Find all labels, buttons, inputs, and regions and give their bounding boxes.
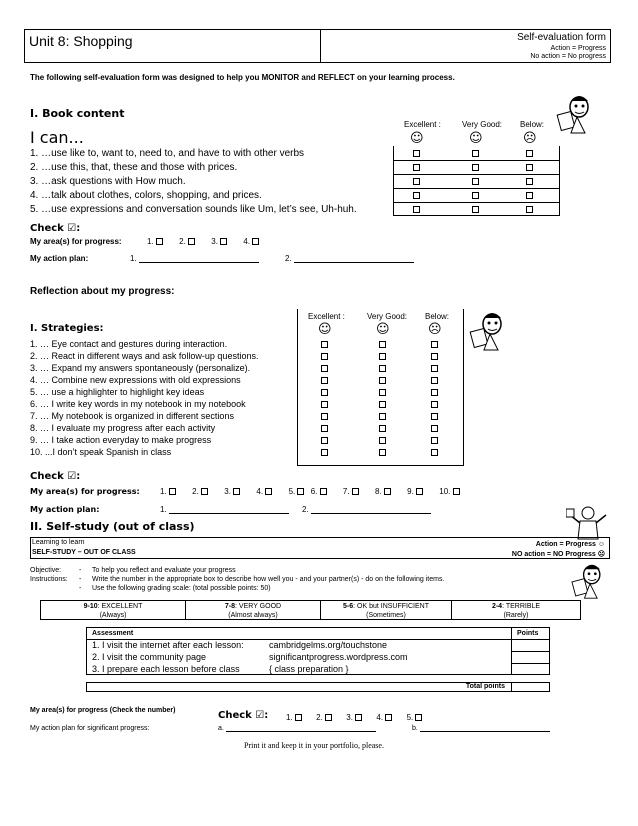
ref-col-excellent: Excellent : [308,312,345,321]
list-item: 4. …talk about clothes, colors, shopping, and prices. [30,190,262,201]
checkbox[interactable] [472,178,479,185]
checkbox[interactable] [526,150,533,157]
instructions-label: Instructions: [30,576,68,583]
list-item: 3. … Expand my answers spontaneously (personalize). [30,363,251,373]
instructions-dash: - [79,576,82,583]
checkbox[interactable] [526,192,533,199]
mascot-icon [570,562,608,600]
ref-col-very-good: Very Good: [367,312,408,321]
selfstudy-header [30,537,610,559]
assessment-label: Assessment [92,630,134,637]
checkbox[interactable] [220,238,227,245]
checkbox[interactable] [321,377,328,384]
ss-areas-label: My area(s) for progress (Check the number) [30,707,176,714]
checkbox[interactable] [431,353,438,360]
selfstudy-title: II. Self-study (out of class) [30,520,195,533]
checkbox[interactable] [169,488,176,495]
book-action-1[interactable]: 1. [130,254,259,263]
checkbox[interactable] [472,164,479,171]
legend-no-action: No action = No progress [530,53,606,60]
action-progress: Action = Progress ☺ [535,541,605,548]
assessment-item: 2. I visit the community page [92,652,207,662]
checkbox[interactable] [413,206,420,213]
list-item: 2. … React in different ways and ask follow-up questions. [30,351,259,361]
checkbox[interactable] [379,389,386,396]
checkbox[interactable] [321,413,328,420]
list-item: 4. … Combine new expressions with old expressions [30,375,241,385]
ref-action-2[interactable]: 2. [302,505,431,514]
checkbox[interactable] [295,714,302,721]
checkbox[interactable] [431,341,438,348]
instructions2-dash: - [79,585,82,592]
list-item: 1. …use like to, want to, need to, and have to with other verbs [30,148,305,159]
list-item: 2. …use this, that, these and those with prices. [30,162,238,173]
checkbox[interactable] [413,192,420,199]
teacher-icon [566,505,610,541]
checkbox[interactable] [379,449,386,456]
scale-cell: 7-8: VERY GOOD (Almost always) [185,600,321,620]
ref-col-below: Below: [425,312,450,321]
objective-dash: - [79,567,82,574]
assessment-item: 1. I visit the internet after each lesson: [92,640,244,650]
ss-action-label: My action plan for significant progress: [30,725,150,732]
ref-check-label: Check ☑: [30,471,81,482]
book-section-title: I. Book content [30,107,125,120]
book-col-very-good: Very Good: [462,120,503,129]
book-action-label: My action plan: [30,254,89,263]
checkbox[interactable] [321,353,328,360]
checkbox[interactable] [526,206,533,213]
smile-icon: ☺ [469,131,483,146]
frown-icon: ☹ [523,131,537,146]
checkbox[interactable] [526,178,533,185]
checkbox[interactable] [321,389,328,396]
assessment-item: 3. I prepare each lesson before class [92,664,240,674]
unit-title: Unit 8: Shopping [29,33,133,49]
checkbox[interactable] [201,488,208,495]
assessment-site: significantprogress.wordpress.com [269,652,408,662]
checkbox[interactable] [355,714,362,721]
list-item: 5. … use a highlighter to highlight key ideas [30,387,205,397]
selfstudy-subtitle: SELF-STUDY – OUT OF CLASS [32,549,136,556]
checkbox[interactable] [472,206,479,213]
checkbox[interactable] [453,488,460,495]
mascot-icon [555,93,597,135]
mascot-icon [468,310,510,352]
checkbox[interactable] [321,437,328,444]
checkbox[interactable] [431,389,438,396]
checkbox[interactable] [321,425,328,432]
checkbox[interactable] [385,714,392,721]
ref-areas-label: My area(s) for progress: [30,487,140,496]
checkbox[interactable] [352,488,359,495]
book-areas-label: My area(s) for progress: [30,237,122,246]
checkbox[interactable] [379,425,386,432]
scale-cell: 5-6: OK but INSUFFICIENT (Sometimes) [320,600,452,620]
list-item: 8. … I evaluate my progress after each activity [30,423,216,433]
book-col-below: Below: [520,120,545,129]
checkbox[interactable] [379,377,386,384]
list-item: 10. ...I don’t speak Spanish in class [30,447,172,457]
ss-check-label: Check ☑: [218,710,269,721]
smile-icon: ☺ [318,322,332,337]
smile-icon: ☺ [376,322,390,337]
checkbox[interactable] [379,401,386,408]
list-item: 7. … My notebook is organized in different sections [30,411,234,421]
ss-action-b[interactable]: b. [412,725,550,732]
checkbox[interactable] [384,488,391,495]
checkbox[interactable] [379,365,386,372]
header-divider [320,30,321,62]
checkbox[interactable] [321,341,328,348]
no-action-progress: NO action = NO Progress ☹ [511,551,605,558]
checkbox[interactable] [431,401,438,408]
book-areas: 1. 2. 3. 4. [147,237,259,246]
checkbox[interactable] [431,413,438,420]
scale-cell: 9-10: EXCELLENT (Always) [40,600,186,620]
form-title: Self-evaluation form [517,32,606,43]
list-item: 3. …ask questions with How much. [30,176,186,187]
list-item: 6. … I write key words in my notebook in my notebook [30,399,246,409]
checkbox[interactable] [233,488,240,495]
checkbox[interactable] [379,353,386,360]
points-label: Points [517,630,539,637]
checkbox[interactable] [413,150,420,157]
assessment-site: cambridgelms.org/touchstone [269,640,388,650]
ref-action-label: My action plan: [30,505,100,514]
total-row [86,682,550,692]
checkbox[interactable] [321,365,328,372]
header-box [24,29,611,63]
instructions-text: Write the number in the appropriate box to describe how well you - and your partner(s) - do on the following items. [92,576,445,583]
objective-text: To help you reflect and evaluate your progress [92,567,236,574]
checkbox[interactable] [431,377,438,384]
list-item: 5. …use expressions and conversation sounds like Um, let’s see, Uh-huh. [30,204,357,215]
ref-action-1[interactable]: 1. [160,505,289,514]
checkbox[interactable] [252,238,259,245]
intro-text: The following self-evaluation form was designed to help you MONITOR and REFLECT on your learning process. [30,73,455,82]
frown-icon: ☹ [428,322,442,337]
footer-note: Print it and keep it in your portfolio, please. [244,741,384,750]
checkbox[interactable] [526,164,533,171]
list-item: 1. … Eye contact and gestures during interaction. [30,339,228,349]
checkbox[interactable] [413,164,420,171]
checkbox[interactable] [156,238,163,245]
checkbox[interactable] [431,365,438,372]
learning-to-learn: Learning to learn [32,539,85,546]
checkbox[interactable] [321,449,328,456]
checkbox[interactable] [379,437,386,444]
checkbox[interactable] [265,488,272,495]
checkbox[interactable] [472,150,479,157]
checkbox[interactable] [325,714,332,721]
checkbox[interactable] [413,178,420,185]
checkbox[interactable] [297,488,304,495]
book-check-label: Check ☑: [30,223,81,234]
total-label: Total points [465,683,505,690]
ss-areas: 1. 2. 3. 4. 5. [286,713,422,722]
legend-action: Action = Progress [550,45,606,52]
checkbox[interactable] [321,401,328,408]
checkbox[interactable] [379,413,386,420]
smile-icon: ☺ [410,131,424,146]
checkbox[interactable] [472,192,479,199]
scale-cell: 2-4: TERRIBLE (Rarely) [451,600,581,620]
checkbox[interactable] [431,437,438,444]
checkbox[interactable] [379,341,386,348]
list-item: 9. … I take action everyday to make progress [30,435,212,445]
checkbox[interactable] [320,488,327,495]
book-action-2[interactable]: 2. [285,254,414,263]
checkbox[interactable] [188,238,195,245]
ss-action-a[interactable]: a. [218,725,376,732]
checkbox[interactable] [431,449,438,456]
ref-areas: 1. 2. 3. 4. 5. 6. 7. 8. 9. 10. [160,487,460,496]
instructions-text-2: Use the following grading scale: (total possible points: 50) [92,585,271,592]
book-col-excellent: Excellent : [404,120,441,129]
reflection-title: Reflection about my progress: [30,286,175,297]
checkbox[interactable] [416,488,423,495]
strategies-title: I. Strategies: [30,323,104,334]
book-can-title: I can... [30,128,84,147]
assessment-table [86,627,550,675]
checkbox[interactable] [415,714,422,721]
checkbox[interactable] [431,425,438,432]
assessment-site: { class preparation } [269,664,349,674]
objective-label: Objective: [30,567,62,574]
